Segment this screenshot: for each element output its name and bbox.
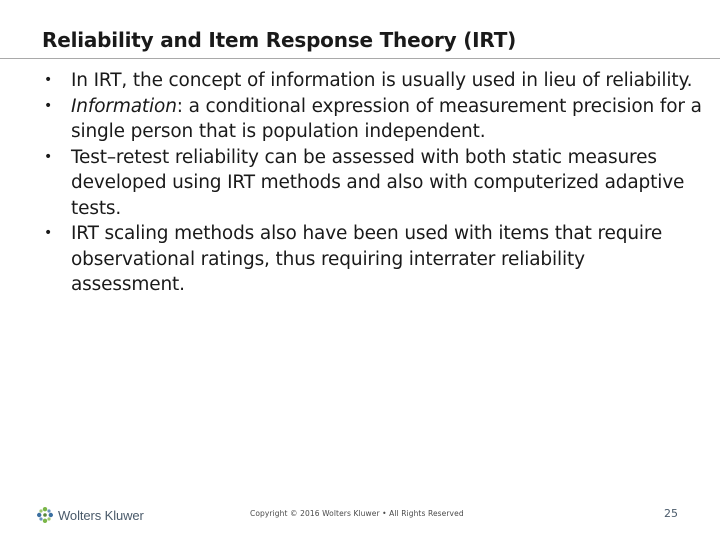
bullet-item (44, 94, 704, 145)
title-divider (0, 58, 720, 59)
bullet-text: Test–retest reliability can be assessed with both static measures developed using IRT methods and also with computerized adaptive tests. (71, 146, 685, 219)
bullet-item (44, 68, 704, 94)
bullet-item (44, 145, 704, 222)
bullet-term: Information (71, 95, 177, 117)
bullet-item (44, 221, 704, 298)
bullet-text: In IRT, the concept of information is usually used in lieu of reliability. (71, 70, 693, 91)
bullet-text: : a conditional expression of measurement precision for a single person that is population independent. (71, 95, 702, 142)
wolters-kluwer-logo-icon (36, 506, 54, 524)
slide-title: Reliability and Item Response Theory (IRT) (42, 28, 517, 52)
copyright-notice: Copyright © 2016 Wolters Kluwer • All Rights Reserved (250, 509, 464, 518)
bullet-marker: • (44, 72, 53, 88)
logo-wordmark: Wolters Kluwer (58, 507, 144, 523)
bullet-marker: • (44, 97, 53, 114)
bullet-marker: • (44, 148, 53, 165)
page-number: 25 (664, 507, 678, 520)
bullet-text: IRT scaling methods also have been used with items that require observational ratings, thus requiring interrater reliability assessment. (71, 223, 663, 295)
footer-logo (36, 506, 144, 524)
bullet-list (44, 68, 704, 298)
bullet-marker: • (44, 225, 53, 241)
